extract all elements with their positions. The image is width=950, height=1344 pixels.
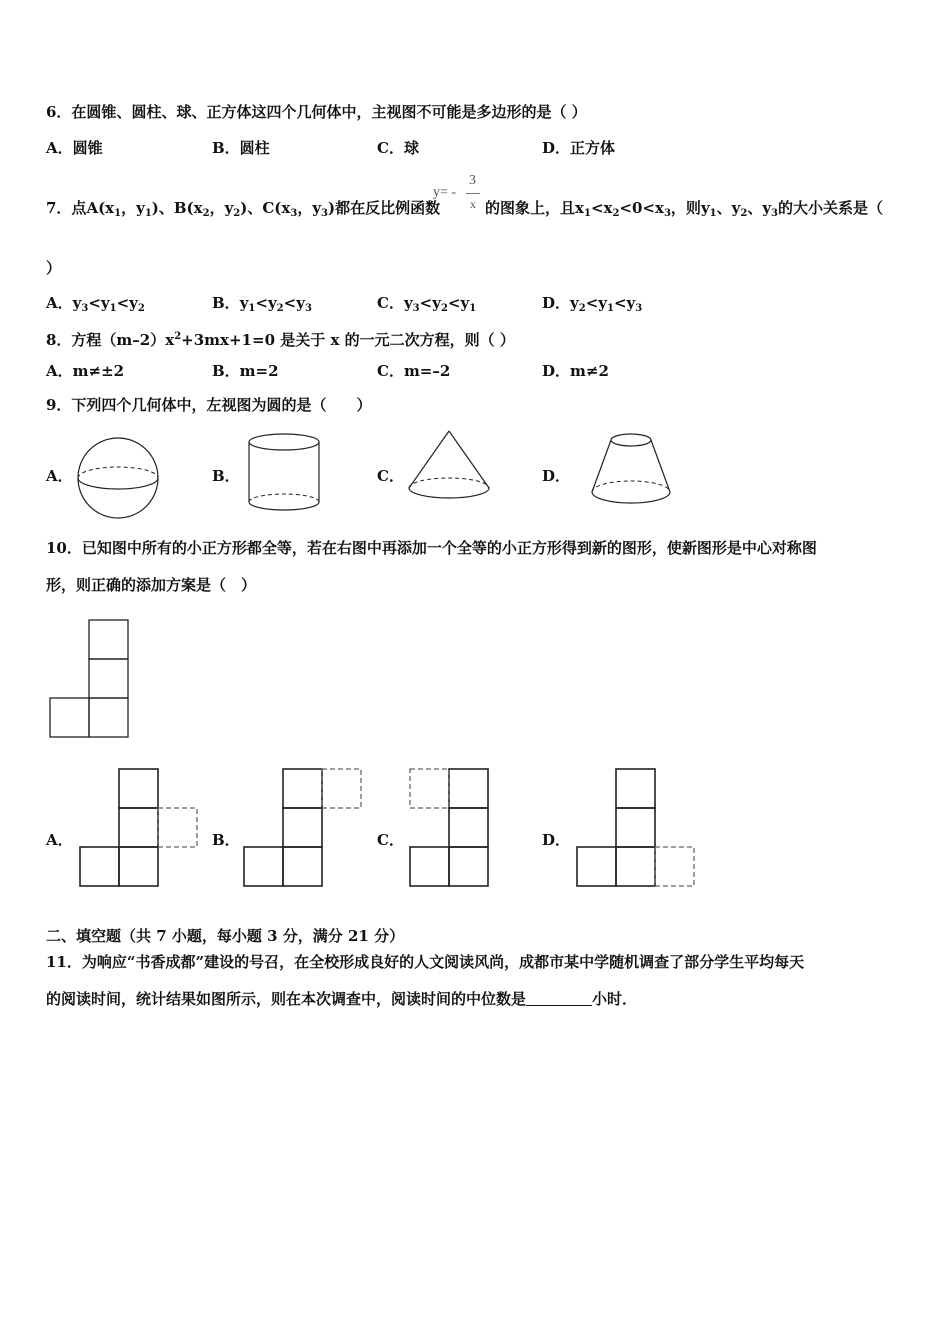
- q10-figure-c: [408, 767, 494, 891]
- section-heading: 二、填空题（共 7 小题，每小题 3 分，满分 21 分）: [46, 927, 405, 945]
- q7-stem: 7．点$A(x_1$，$y_1$)、$B(x_2$，$y_2$)、$C(x_3$，$y_3$)都在反比例函数: [46, 199, 441, 219]
- q7-option-a: A．$y_3<y_1<y_2$: [46, 294, 145, 314]
- q6-option-d: D．正方体: [542, 139, 616, 157]
- q10-stem-line1: 10．已知图中所有的小正方形都全等，若在右图中再添加一个全等的小正方形得到新的图形，使新图形是中心对称图: [46, 539, 817, 557]
- q7-stem-close: ）: [46, 259, 62, 277]
- q7-function-numerator: 3: [469, 173, 476, 188]
- q8-option-c: C．m=–2: [377, 362, 451, 380]
- q11-line1: 11．为响应“书香成都”建设的号召，在全校形成良好的人文阅读风尚，成都市某中学随机调查了部分学生平均每天: [46, 953, 805, 971]
- cone-icon: [405, 428, 495, 518]
- q7-function-y: y= -: [433, 185, 457, 200]
- q7-option-d: D．$y_2<y_1<y_3$: [542, 294, 643, 314]
- q10-stem-line2: 形，则正确的添加方案是（ ）: [46, 576, 257, 594]
- q9-stem: 9．下列四个几何体中，左视图为圆的是（ ）: [46, 396, 372, 414]
- q9-option-c: C．: [377, 467, 404, 485]
- q10-option-a: A．: [46, 831, 73, 849]
- q9-option-d: D．: [542, 467, 571, 485]
- q8-stem: 8．方程$(m-2)x^2+3mx+1=0$ 是关于 x 的一元二次方程，则（ ）: [46, 331, 515, 349]
- q7-option-b: B．$y_1<y_2<y_3$: [212, 294, 312, 314]
- q10-option-c: C．: [377, 831, 404, 849]
- q6-option-a: A．圆锥: [46, 139, 103, 157]
- cylinder-icon: [244, 432, 324, 522]
- q8-option-d: D．m≠2: [542, 362, 609, 380]
- q10-figure-a: [78, 767, 202, 891]
- q11-line2: 的阅读时间，统计结果如图所示，则在本次调查中，阅读时间的中位数是 小时．: [46, 990, 638, 1008]
- q6-stem: 6．在圆锥、圆柱、球、正方体这四个几何体中，主视图不可能是多边形的是（ ）: [46, 103, 587, 121]
- q7-function-denominator: x: [470, 197, 476, 211]
- q8-option-b: B．m=2: [212, 362, 279, 380]
- q9-option-b: B．: [212, 467, 240, 485]
- q7-fraction-bar: [466, 193, 480, 194]
- q6-option-b: B．圆柱: [212, 139, 270, 157]
- q6-option-c: C．球: [377, 139, 419, 157]
- q10-option-b: B．: [212, 831, 240, 849]
- q10-figure-d: [575, 767, 699, 891]
- q9-option-a: A．: [46, 467, 73, 485]
- q10-option-d: D．: [542, 831, 571, 849]
- q7-stem-continued: 的图象上，且$x_1<x_2<0<x_3$，则$y_1$、$y_2$、$y_3$的大小关系是（: [485, 199, 884, 219]
- q10-figure-b: [242, 767, 366, 891]
- q7-option-c: C．$y_3<y_2<y_1$: [377, 294, 477, 314]
- q8-option-a: A．m≠±2: [46, 362, 125, 380]
- sphere-icon: [72, 432, 164, 524]
- q10-base-figure: [48, 619, 132, 741]
- frustum-icon: [588, 430, 674, 520]
- answer-blank[interactable]: [526, 991, 592, 1006]
